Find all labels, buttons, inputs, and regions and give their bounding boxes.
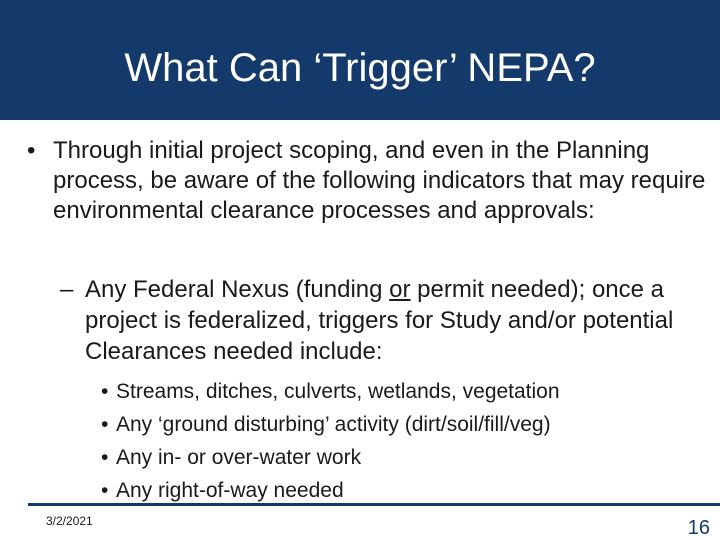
list-item-text: Any in- or over-water work (116, 446, 362, 469)
bullet-marker: • (101, 413, 109, 436)
footer-date: 3/2/2021 (46, 514, 93, 528)
underlined-or: or (389, 276, 411, 303)
page-number: 16 (687, 517, 710, 539)
list-item-text: Any ‘ground disturbing’ activity (dirt/soil/fill/veg) (116, 413, 551, 436)
bullet-marker: • (101, 479, 109, 502)
bullet-marker: • (101, 380, 109, 403)
list-item-text: Streams, ditches, culverts, wetlands, vegetation (116, 380, 560, 403)
footer-divider (28, 503, 720, 506)
slide-title: What Can ‘Trigger’ NEPA? (124, 46, 596, 90)
list-item (101, 441, 701, 474)
trigger-list (101, 375, 701, 507)
list-item (101, 375, 701, 408)
bullet-marker: • (27, 137, 36, 164)
bullet-marker: • (101, 446, 109, 469)
federal-nexus-text-before: Any Federal Nexus (funding (85, 276, 390, 303)
dash-marker: – (60, 276, 74, 303)
federal-nexus-text-after: permit needed); once a project is federalized, triggers for Study and/or potential Clearances needed include: (85, 276, 674, 365)
federal-nexus-text (85, 274, 685, 367)
list-item-text: Any right-of-way needed (116, 479, 344, 502)
main-bullet-text: Through initial project scoping, and even in the Planning process, be aware of the following indicators that may require environmental clearance processes and approvals: (53, 137, 706, 224)
list-item (101, 408, 701, 441)
